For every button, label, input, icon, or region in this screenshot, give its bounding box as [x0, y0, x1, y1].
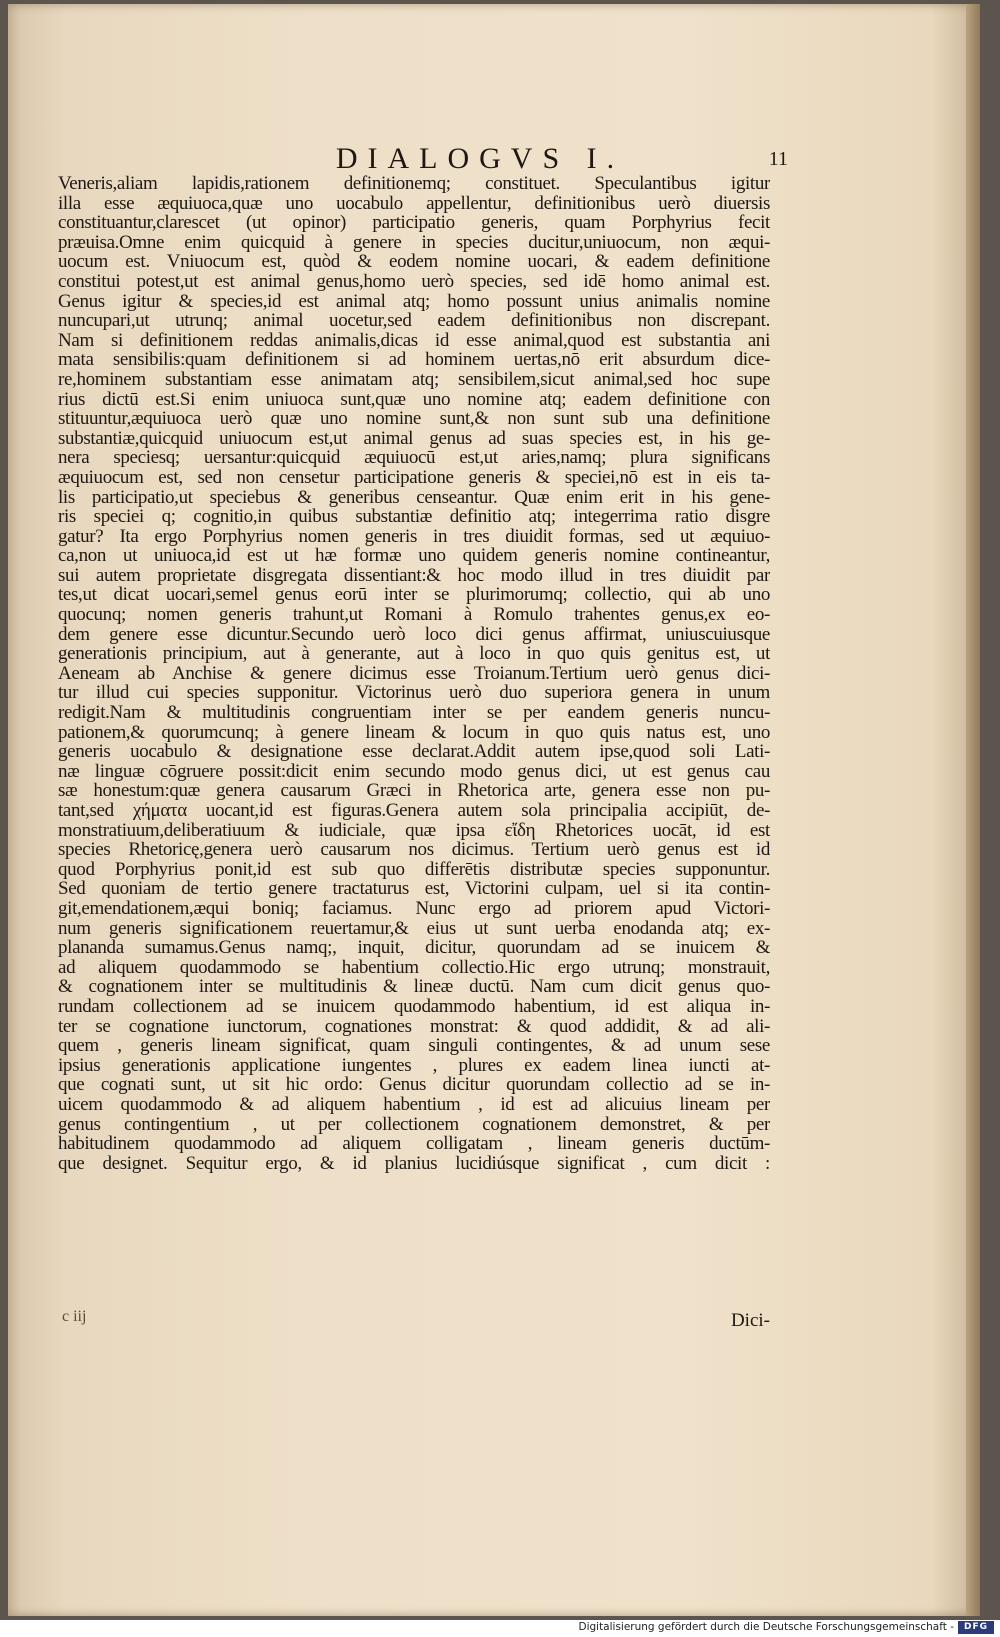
text-line: substantiæ,quicquid uniuocum est,ut animal genus ad suas species est, in his ge-	[58, 428, 770, 449]
text-line: lis participatio,ut speciebus & generibus censeantur. Quæ enim erit in his gene-	[58, 487, 770, 508]
text-line: dem genere esse dicuntur.Secundo uerò loco dici genus affirmat, uniuscuiusque	[58, 624, 770, 645]
text-line: mata sensibilis:quam definitionem si ad hominem uertas,nō erit absurdum dice-	[58, 350, 770, 370]
text-line: ipsius generationis applicatione iungentes , plures ex eadem linea iuncti at-	[58, 1055, 770, 1076]
text-line: ca,non ut uniuoca,id est ut hæ formæ uno quidem generis nomine contineantur,	[58, 546, 770, 566]
text-line: git,emendationem,æqui boniq; faciamus. Nunc ergo ad priorem apud Victori-	[58, 898, 770, 919]
text-line: quod Porphyrius ponit,id est sub quo differētis distributæ species supponuntur.	[58, 859, 770, 880]
text-line: nuncupari,ut utrunq; animal uocetur,sed eadem definitionibus non discrepant.	[58, 311, 770, 331]
text-line: re,hominem substantiam esse animatam atq; sensibilem,sicut animal,sed hoc supe	[58, 369, 770, 390]
text-line: præuisa.Omne enim quicquid à genere in species ducitur,uniuocum, non æqui-	[58, 232, 770, 253]
text-line: sui autem proprietate disgregata dissentiant:& hoc modo illud in tres diuidit par	[58, 565, 770, 586]
text-line: quocunq; nomen generis trahunt,ut Romani à Romulo trahentes genus,ex eo-	[58, 605, 770, 625]
text-line: rundam collectionem ad se inuicem quodammodo habentium, id est aliqua in-	[58, 996, 770, 1017]
text-line: Aeneam ab Anchise & genere dicimus esse Troianum.Tertium uerò genus dici-	[58, 663, 770, 684]
text-line: ris speciei q; cognitio,in quibus substantiæ definitio atq; integerrima ratio disgre	[58, 507, 770, 527]
text-line: Nam si definitionem reddas animalis,dicas id esse animal,quod est substantia ani	[58, 330, 770, 351]
catchword: Dici-	[730, 1310, 770, 1331]
text-line: ad aliquem quodammodo se habentium collectio.Hic ergo utrunq; monstrauit,	[58, 957, 770, 978]
text-line: næ linguæ cōgruere possit:dicit enim secundo modo genus dici, ut est genus cau	[58, 761, 770, 782]
text-line: quem , generis lineam significat, quam singuli contingentes, & ad unum sese	[58, 1036, 770, 1056]
text-line: ter se cognatione iunctorum, cognationes monstrat: & quod addidit, & ad ali-	[58, 1016, 770, 1037]
text-line: habitudinem quodammodo ad aliquem colligatam , lineam generis ductūm-	[58, 1134, 770, 1154]
text-line: que cognati sunt, ut sit hic ordo: Genus dicitur quorundam collectio ad se in-	[58, 1075, 770, 1095]
text-line: que designet. Sequitur ergo, & id planius lucidiúsque significat , cum dicit :	[58, 1153, 770, 1174]
text-line: plananda sumamus.Genus namq;, inquit, dicitur, quorundam ad se inuicem &	[58, 938, 770, 958]
dfg-logo: DFG	[958, 1621, 994, 1634]
text-line: generis uocabulo & designatione esse declarat.Addit autem ipse,quod soli Lati-	[58, 742, 770, 762]
text-line: num generis significationem reuertamur,& eius ut sunt uerba enodanda atq; ex-	[58, 918, 770, 939]
text-line: uocum est. Vniuocum est, quòd & eodem nomine uocari, & eadem definitione	[58, 252, 770, 272]
text-line: Sed quoniam de tertio genere tractaturus est, Victorini culpam, uel si ita contin-	[58, 879, 770, 899]
text-line: Veneris,aliam lapidis,rationem definitionemq; constituet. Speculantibus igitur	[58, 174, 770, 194]
text-line: uicem quodammodo & ad aliquem habentium , id est ad alicuius lineam per	[58, 1094, 770, 1115]
text-line: sæ honestum:quæ genera causarum Græci in Rhetorica arte, genera esse non pu-	[58, 781, 770, 801]
text-line: tur illud cui species supponitur. Victorinus uerò duo superiora genera in unum	[58, 683, 770, 704]
text-line: tant,sed χήματα uocant,id est figuras.Genera autem sola principalia accipiūt, de-	[58, 801, 770, 821]
text-line: species Rhetoricę,genera uerò causarum nos dicimus. Tertium uerò genus est id	[58, 840, 770, 860]
body-text	[58, 174, 770, 1173]
page-number: 11	[768, 148, 788, 170]
text-line: æquiuocum est, sed non censetur participatione generis & speciei,nō est in eis ta-	[58, 467, 770, 488]
text-line: redigit.Nam & multitudinis congruentiam inter se per eandem generis nuncu-	[58, 703, 770, 723]
text-line: nera speciesq; uersantur:quicquid æquiuocū est,ut aries,namq; plura significans	[58, 448, 770, 468]
footer-credit: Digitalisierung gefördert durch die Deutsche Forschungsgemeinschaft -	[578, 1621, 954, 1633]
text-line: constitui potest,ut est animal genus,homo uerò species, sed idē homo animal est.	[58, 271, 770, 292]
text-line: tes,ut dicat uocari,semel genus eorū inter se plurimorumq; collectio, qui ab uno	[58, 585, 770, 606]
text-line: Genus igitur & species,id est animal atq; homo possunt unius animalis nomine	[58, 291, 770, 312]
page-edge-shadow	[966, 4, 980, 1616]
catchword-row	[58, 1308, 770, 1330]
text-line: generationis principium, aut à generante, aut à loco in quo quis genitus est, ut	[58, 644, 770, 664]
text-line: gatur? Ita ergo Porphyrius nomen generis in tres diuidit formas, sed ut æquiuo-	[58, 526, 770, 547]
text-line: & cognationem inter se multitudinis & lineæ ductū. Nam cum dicit genus quo-	[58, 977, 770, 997]
signature-mark: c iij	[62, 1308, 87, 1325]
text-line: illa esse æquiuoca,quæ uno uocabulo appellentur, definitionibus uerò diuersis	[58, 193, 770, 214]
text-line: pationem,& quorumcunq; à genere lineam & locum in quo quis natus est, uno	[58, 722, 770, 743]
running-head: DIALOGVS I.	[335, 142, 625, 175]
text-line: monstratiuum,deliberatiuum & iudiciale, quæ ipsa εἴδη Rhetorices uocāt, id est	[58, 820, 770, 841]
text-line: stituuntur,æquiuoca uerò quæ uno nomine sunt,& non sunt sub una definitione	[58, 409, 770, 429]
text-line: constituantur,clarescet (ut opinor) participatio generis, quam Porphyrius fecit	[58, 213, 770, 233]
text-line: rius dictū est.Si enim uniuoca sunt,quæ uno nomine atq; eadem definitione con	[58, 389, 770, 410]
text-line: genus contingentium , ut per collectionem cognationem demonstret, & per	[58, 1114, 770, 1135]
